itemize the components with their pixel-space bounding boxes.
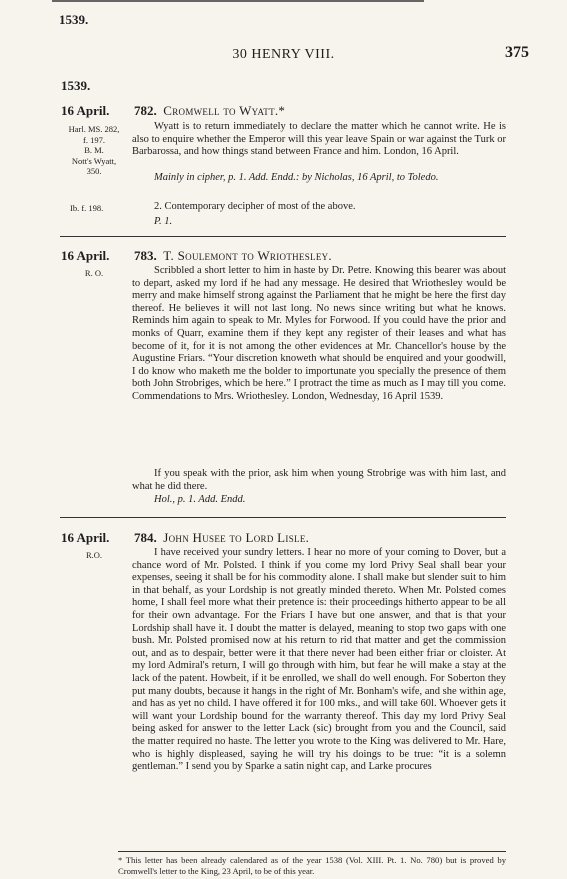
header-year: 1539.: [59, 12, 89, 27]
entry-separator: [60, 517, 506, 518]
source-line: R. O.: [84, 268, 104, 278]
source-line: Harl. MS. 282,: [68, 124, 120, 134]
entry-782-sub-text: 2. Contemporary decipher of most of the above.: [154, 201, 356, 212]
source-line: R.O.: [85, 550, 103, 560]
entry-783-date: 16 April.: [61, 248, 110, 263]
entry-782-number: 782.: [134, 103, 157, 118]
entry-783-sources: [64, 268, 124, 279]
entry-783-postscript: If you speak with the prior, ask him when young Strobrige was with him last, and what he did there.: [132, 468, 506, 492]
entry-782-text: Wyatt is to return immediately to declare the matter which he cannot write. He is also to enquire whether the Emperor will this year leave Spain or war against the Turk or Barbarossa, and how things stand between France and him. London, 16 April.: [132, 121, 506, 158]
source-line: 350.: [86, 166, 102, 176]
entry-782-note: Mainly in cipher, p. 1. Add. Endd.: by Nicholas, 16 April, to Toledo.: [154, 172, 439, 183]
running-title: 30 HENRY VIII.: [232, 47, 335, 62]
source-line: B. M.: [84, 145, 104, 155]
entry-782-sub-source: Ib. f. 198.: [70, 203, 104, 213]
entry-784-date: 16 April.: [61, 530, 110, 545]
entry-784-sources: [64, 550, 124, 561]
entry-784-number: 784.: [134, 530, 157, 545]
entry-782-title: Cromwell to Wyatt.*: [163, 103, 286, 118]
entry-784-title: John Husee to Lord Lisle.: [163, 530, 310, 545]
entry-784-text: I have received your sundry letters. I hear no more of your coming to Dover, but a chance word of Mr. Polsted. I think if you come my lord Privy Seal shall bear your expenses, seeing it shall be for his commodity alone. I shall make but slender suit to him in that behalf, as your Lordship is not greatly minded thereto. When Mr. Polsted comes home, I shall feel more what their pretence is: their proceedings hitherto appear to be all for their own advantage. For the Friars I have but one answer, and that is that your Lordship shall have it. I doubt the matter is delayed, meaning to stop two gaps with one bush. Mr. Polsted promised now at his return to rid that matter and get the commission out, and as to despair, better were it that there never had been either friar or cloister. At my lord Admiral's return, I will go through with him, but fear he will make a stay at the lack of the patent. Howbeit, if it be enrolled, we shall do well enough. For Soberton they put many doubts, because it hangs in the right of Mr. Bonham's wife, and she within age, and has as yet no child. I have offered it for 100 mks., and will take 60l. Whoever gets it will want your Lordship bound for the warranty thereof. This day my lord Privy Seal being asked for answer to the letter Lack (sic) brought from you and the Council, said the matter required no haste. The letter you wrote to the King was delivered to Mr. Hare, who is highly displeased, saying he will try his doings to be true: “it is a solemn gentleman.” I send you by Sparke a satin night cap, and Larke procures: [132, 547, 506, 773]
entry-separator: [60, 236, 506, 237]
footnote: * This letter has been already calendared as of the year 1538 (Vol. XIII. Pt. 1. No. 780) but is proved by Cromwell's letter to the King, 23 April, to be of this year.: [118, 855, 506, 876]
entry-783-note: Hol., p. 1. Add. Endd.: [154, 494, 246, 505]
section-year: 1539.: [61, 78, 91, 93]
entry-783-title: T. Soulemont to Wriothesley.: [163, 248, 332, 263]
footnote-rule: [118, 851, 506, 852]
source-line: f. 197.: [83, 134, 105, 145]
page-number: 375: [505, 44, 529, 61]
entry-783-number: 783.: [134, 248, 157, 263]
entry-783-heading: [134, 248, 332, 264]
entry-782-sub-note: P. 1.: [154, 216, 173, 227]
top-border-line: [52, 0, 424, 2]
entry-782-heading: [134, 103, 285, 119]
source-line: Nott's Wyatt,: [71, 155, 117, 166]
entry-784-heading: [134, 530, 309, 546]
entry-782-date: 16 April.: [61, 103, 110, 118]
entry-783-text: Scribbled a short letter to him in haste by Dr. Petre. Knowing this bearer was about to depart, asked my lord if he had any message. He desired that Wriothesley would be merry and make himself strong against the Parliament that he might be here the first day thereof. He believes it will not last long. No news since writing but what he knows. Reminds him again to speak to Mr. Myles for Forwood. If you could have the prior and monks of Quarr, examine them if they kept any register of their leases and what has become of it, for it is not among the other evidences at Mr. Chancellor's house by the Augustine Friars. “Your discretion knoweth what should be enquired and your goodwill, I do know who maketh me the bolder to importunate you specially the presence of them both John Strobriges, which be here.” I protract the time as much as I may till you come. Commendations to Mrs. Wriothesley. London, Wednesday, 16 April 1539.: [132, 265, 506, 402]
entry-782-sources: [64, 124, 124, 177]
